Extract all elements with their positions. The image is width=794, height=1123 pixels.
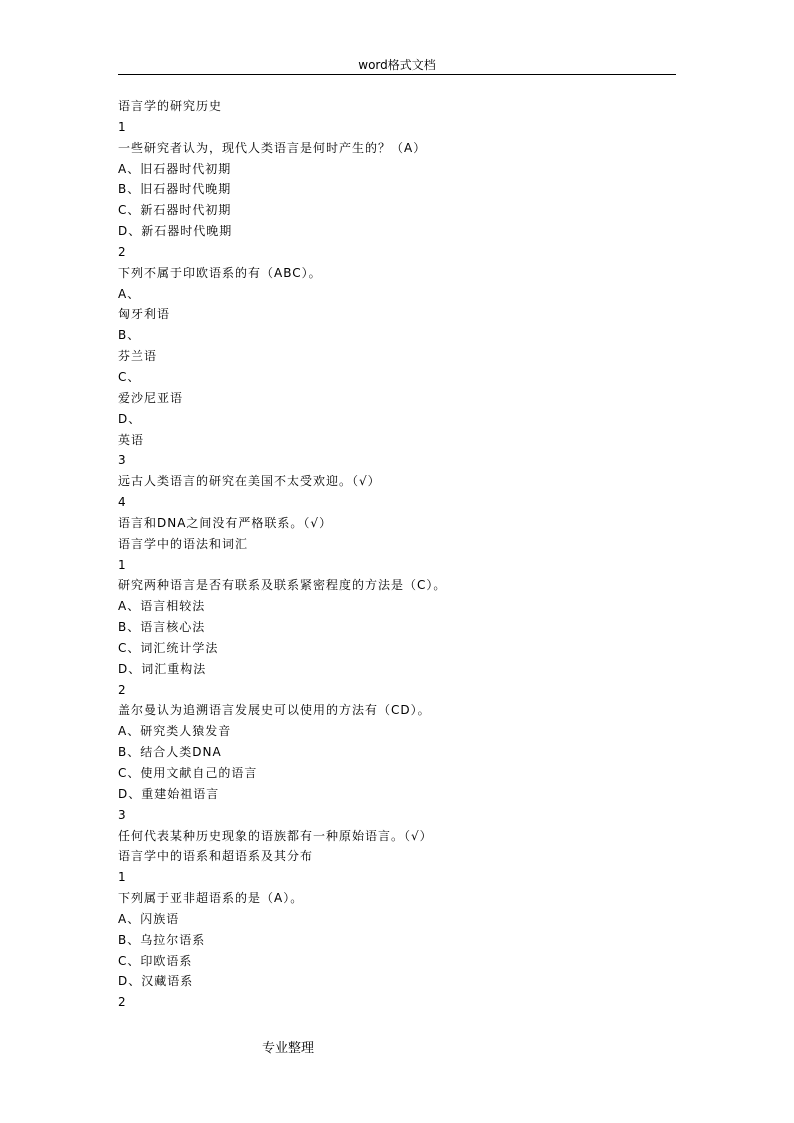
text-line: 下列不属于印欧语系的有（ABC）。	[118, 265, 322, 280]
text-line: A、语言相较法	[118, 599, 206, 614]
text-line: 语言和DNA之间没有严格联系。（√）	[118, 515, 333, 530]
text-line: 1	[118, 870, 127, 885]
text-line: B、语言核心法	[118, 620, 206, 635]
page-header: word格式文档	[358, 58, 436, 72]
document-body	[118, 96, 678, 1013]
page-footer: 专业整理	[262, 1041, 315, 1056]
text-line: D、汉藏语系	[118, 974, 194, 989]
text-line: 1	[118, 557, 127, 572]
text-line: 2	[118, 244, 127, 259]
text-line: B、	[118, 328, 141, 343]
text-line: 4	[118, 495, 127, 510]
text-line: 1	[118, 119, 127, 134]
text-line: 语言学的研究历史	[118, 99, 223, 113]
text-line: B、旧石器时代晚期	[118, 182, 232, 197]
text-line: B、结合人类DNA	[118, 745, 222, 760]
text-line: 英语	[118, 432, 145, 447]
text-line: 2	[118, 682, 127, 697]
text-line: 远古人类语言的研究在美国不太受欢迎。（√）	[118, 474, 381, 489]
text-line: C、词汇统计学法	[118, 640, 219, 655]
text-line: D、重建始祖语言	[118, 786, 220, 801]
text-line: 任何代表某种历史现象的语族都有一种原始语言。（√）	[118, 828, 433, 843]
text-line: 3	[118, 807, 127, 822]
header-divider	[118, 74, 676, 75]
text-line: 匈牙利语	[118, 307, 171, 322]
text-line: C、使用文献自己的语言	[118, 766, 258, 780]
text-line: D、	[118, 411, 142, 426]
text-line: 3	[118, 453, 127, 468]
text-line: 语言学中的语系和超语系及其分布	[118, 849, 314, 864]
text-line: 研究两种语言是否有联系及联系紧密程度的方法是（C）。	[118, 578, 447, 593]
text-line: A、研究类人猿发音	[118, 724, 232, 739]
text-line: C、	[118, 369, 141, 384]
text-line: 2	[118, 995, 127, 1010]
text-line: 芬兰语	[118, 349, 158, 364]
text-line: B、乌拉尔语系	[118, 932, 206, 947]
text-line: A、	[118, 286, 141, 301]
text-line: 语言学中的语法和词汇	[118, 536, 249, 551]
text-line: C、印欧语系	[118, 953, 193, 968]
text-line: A、旧石器时代初期	[118, 161, 232, 176]
text-line: 下列属于亚非超语系的是（A）。	[118, 891, 304, 906]
text-line: D、新石器时代晚期	[118, 224, 233, 239]
text-line: 一些研究者认为，现代人类语言是何时产生的？（A）	[118, 140, 427, 155]
text-line: C、新石器时代初期	[118, 203, 232, 218]
text-line: A、闪族语	[118, 911, 180, 926]
text-line: 爱沙尼亚语	[118, 390, 184, 405]
text-line: 盖尔曼认为追溯语言发展史可以使用的方法有（CD）。	[118, 703, 431, 718]
text-line: D、词汇重构法	[118, 661, 207, 676]
